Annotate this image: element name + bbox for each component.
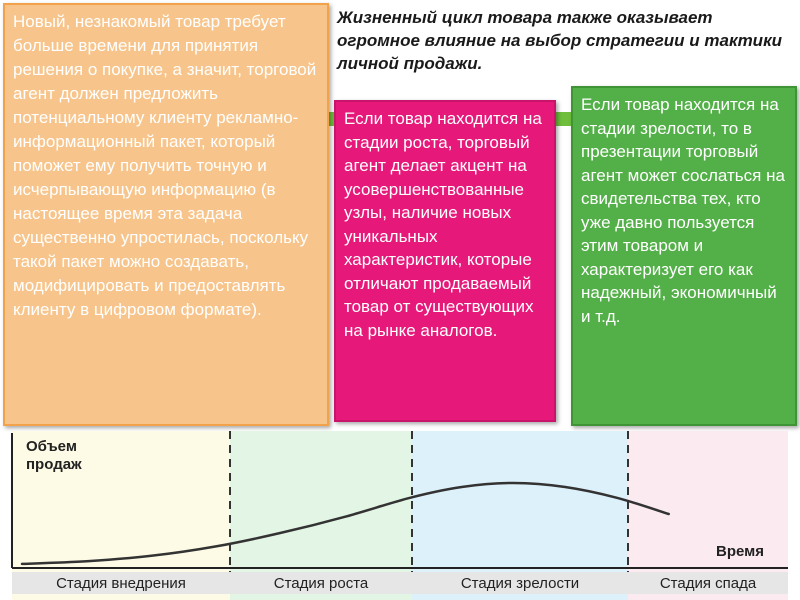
stage-label-growth: Стадия роста (273, 575, 369, 592)
maturity-stage-textbox: Если товар находится на стадии зрелости, то в презентации торговый агент может сослаться на свидетельства тех, кто уже давно пользуется этим товаром и характеризует его как надежный, экономичный и т.д. (571, 86, 797, 426)
product-lifecycle-chart (0, 425, 800, 600)
stage-label-intro: Стадия внедрения (56, 575, 186, 592)
y-axis-label-line-2: продаж (26, 456, 82, 473)
y-axis-label-line-1: Объем (26, 438, 77, 455)
stage-label-decline: Стадия спада (659, 575, 757, 592)
x-axis-label: Время (716, 543, 764, 560)
growth-stage-textbox: Если товар находится на стадии роста, торговый агент делает акцент на усовершенствованные узлы, наличие новых уникальных характеристик, которые отличают продаваемый товар от существующих на рынке аналогов. (334, 100, 556, 422)
intro-stage-textbox: Новый, незнакомый товар требует больше времени для принятия решения о покупке, а значит, торговой агент должен предложить потенциальному клиенту рекламно-информационный пакет, который поможет ему получить точную и исчерпывающую информацию (в настоящее время эта задача существенно упростилась, поскольку такой пакет можно создавать, модифицировать и предоставлять клиенту в цифровом формате). (3, 3, 329, 426)
headline: Жизненный цикл товара также оказывает огромное влияние на выбор стратегии и тактики личной продажи. (337, 8, 783, 73)
stage-label-maturity: Стадия зрелости (460, 575, 580, 592)
